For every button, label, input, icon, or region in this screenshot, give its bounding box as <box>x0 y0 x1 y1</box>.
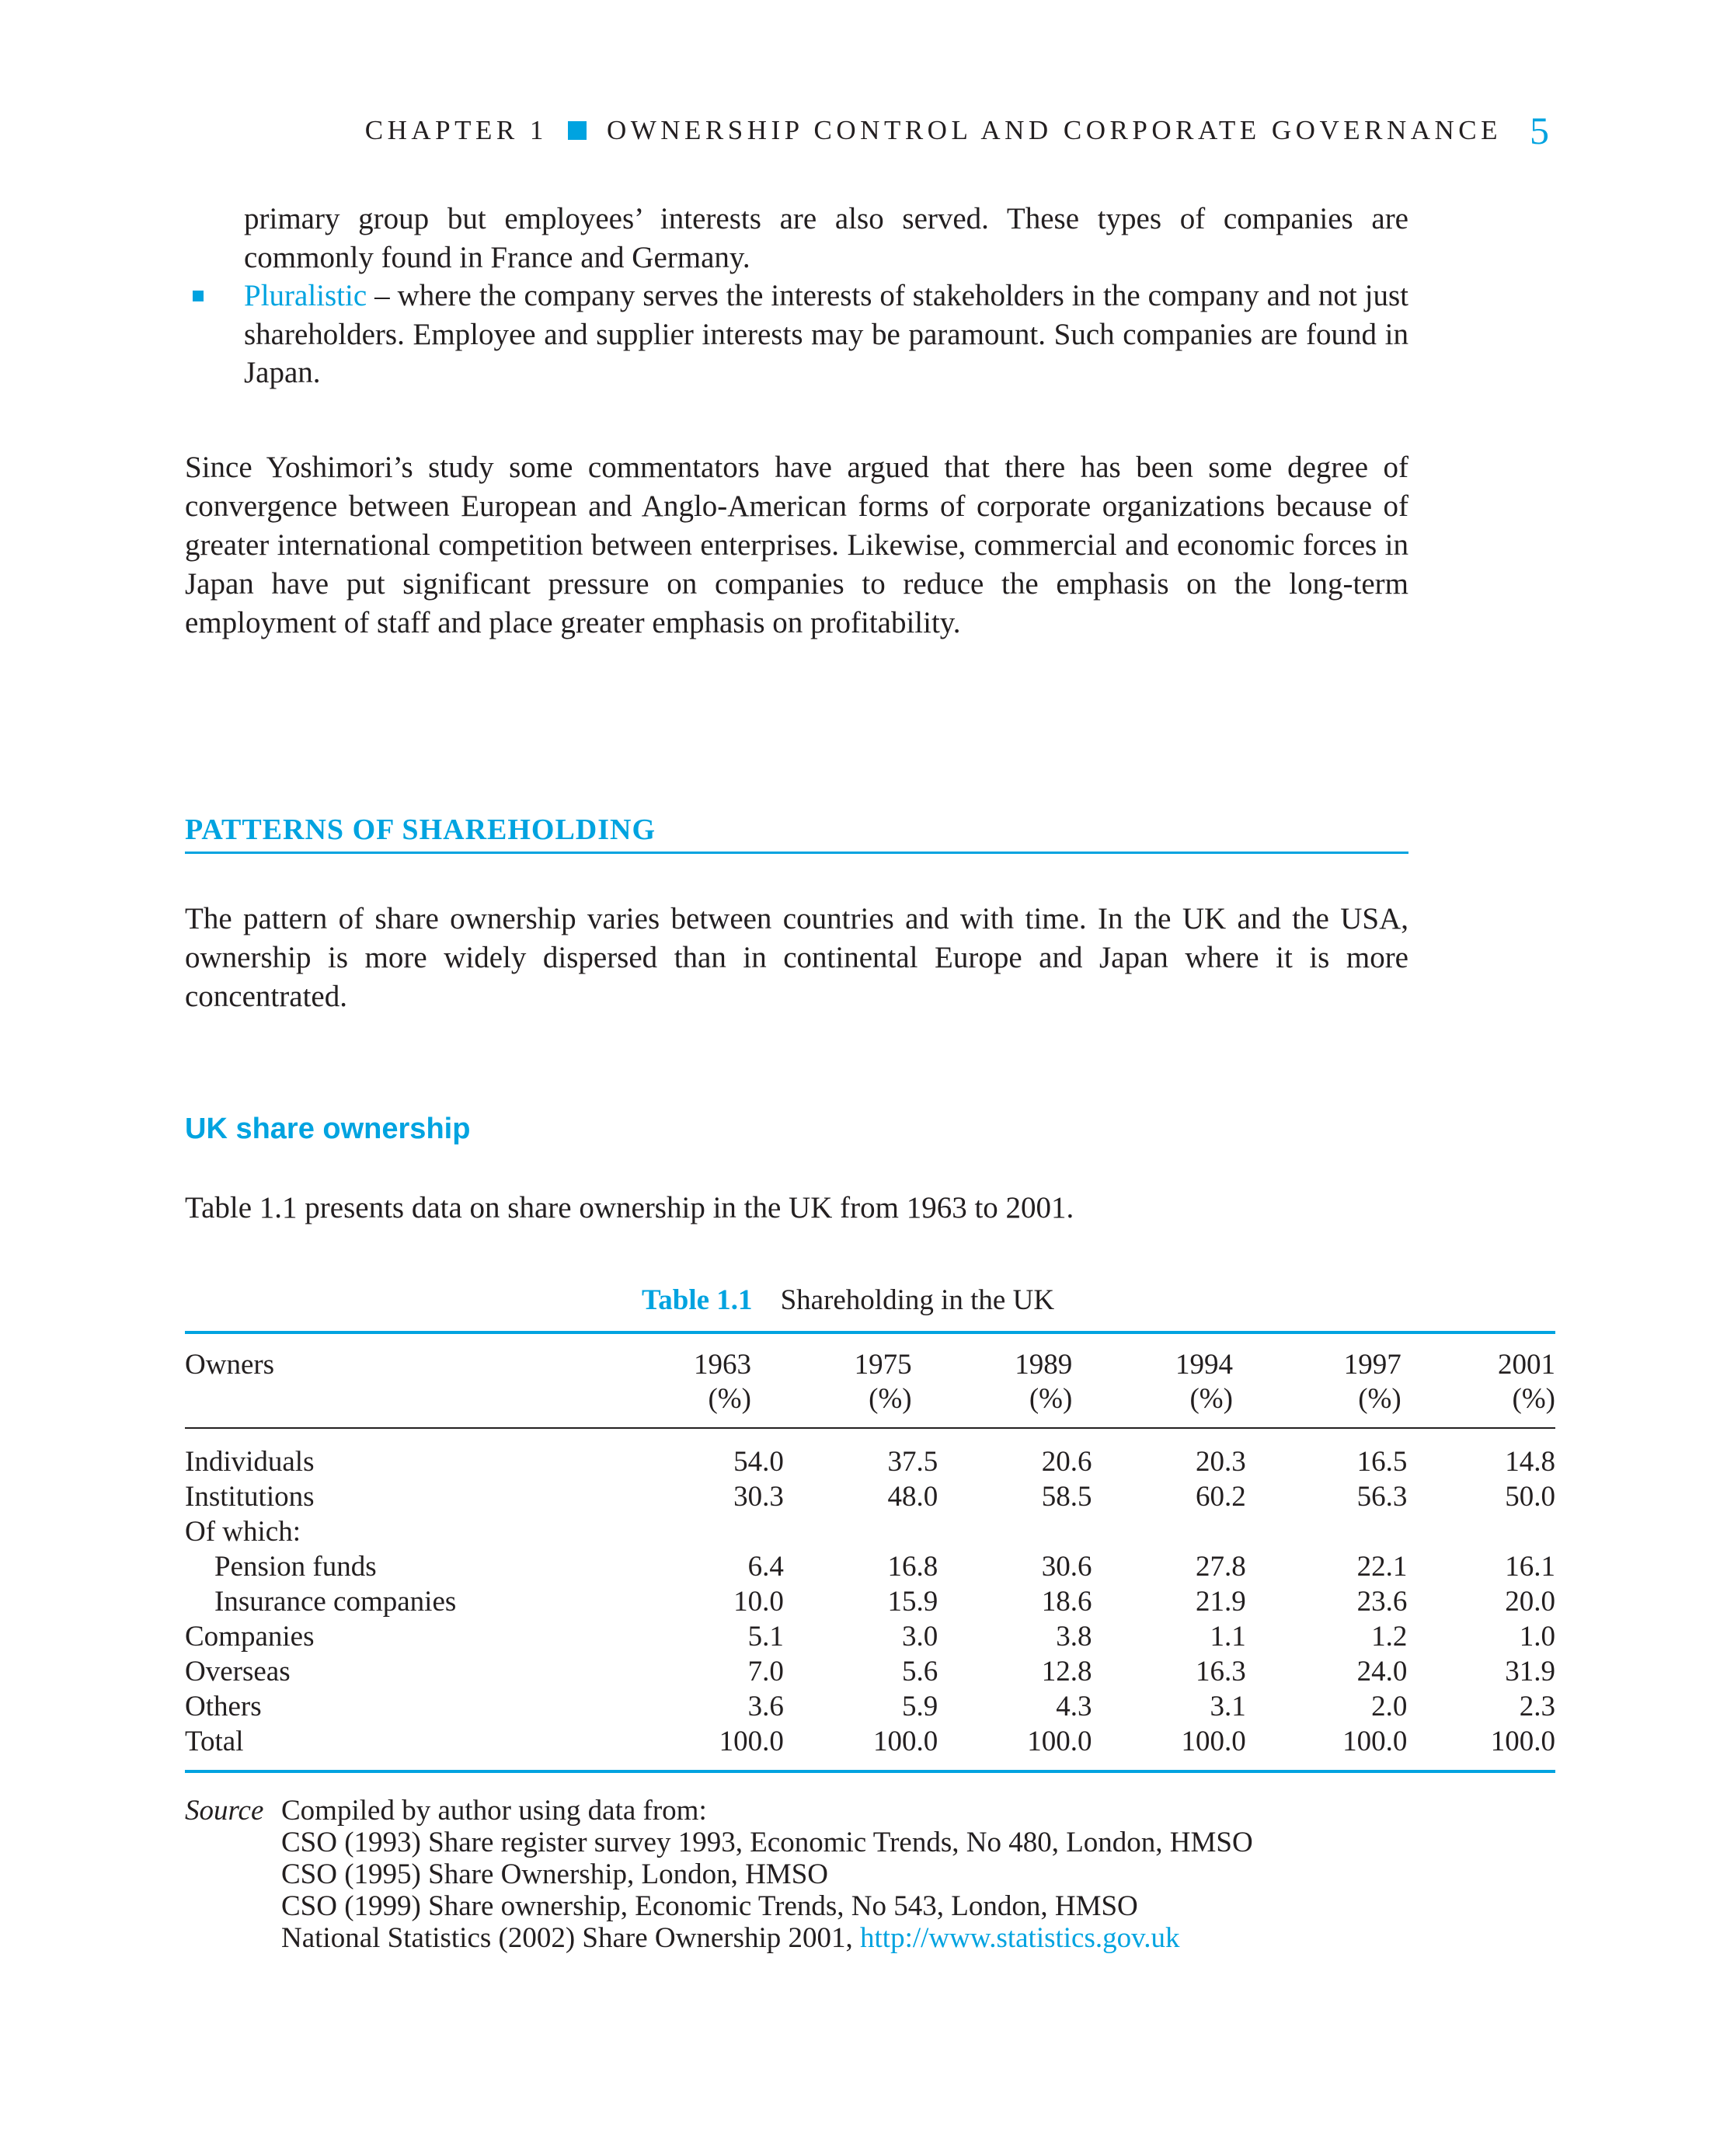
source-line: CSO (1993) Share register survey 1993, Economic Trends, No 480, London, HMSO <box>281 1827 1253 1858</box>
table-row <box>185 1444 1555 1479</box>
table-cell: 27.8 <box>1196 1551 1246 1583</box>
bullet-text: – where the company serves the interests of stakeholders in the company and not just shareholders. Employee and supplier interests may be paramount. Such companies are found in Japan. <box>244 279 1408 389</box>
table-cell: 18.6 <box>1041 1586 1092 1618</box>
table-cell: 21.9 <box>1196 1586 1246 1618</box>
bullet-item-pluralistic <box>185 277 1408 392</box>
table-cell: 5.1 <box>747 1621 784 1653</box>
table-cell: 3.8 <box>1056 1621 1092 1653</box>
table-cell <box>582 1514 784 1549</box>
table-cell: 3.0 <box>901 1621 938 1653</box>
table-row <box>185 1514 1555 1549</box>
table-cell: 100.0 <box>872 1726 938 1757</box>
table-cell: 37.5 <box>887 1446 938 1478</box>
table-cell: 12.8 <box>1041 1656 1092 1688</box>
table-source <box>185 1795 1253 1954</box>
table-cell <box>1407 1514 1555 1549</box>
subheading: UK share ownership <box>185 1113 471 1145</box>
table-row <box>185 1689 1555 1724</box>
table-cell: 100.0 <box>1181 1726 1246 1757</box>
table-cell: 20.6 <box>1041 1446 1092 1478</box>
row-label: Others <box>185 1691 262 1722</box>
table-header-rule <box>185 1427 1555 1429</box>
table-body <box>185 1444 1555 1759</box>
column-unit: (%) <box>1512 1383 1555 1415</box>
row-label: Total <box>185 1726 244 1757</box>
table-cell: 5.6 <box>901 1656 938 1688</box>
column-header-year: 1989 <box>1015 1349 1073 1381</box>
table-row <box>185 1654 1555 1689</box>
square-bullet-icon <box>568 121 587 140</box>
row-label: Companies <box>185 1621 315 1653</box>
chapter-label: CHAPTER 1 <box>364 115 548 145</box>
row-label: Overseas <box>185 1656 291 1688</box>
table-cell: 1.0 <box>1519 1621 1555 1653</box>
column-header-year: 1994 <box>1175 1349 1233 1381</box>
table-row <box>185 1584 1555 1619</box>
table-cell <box>784 1514 938 1549</box>
row-label: Insurance companies <box>214 1586 457 1618</box>
table-cell: 24.0 <box>1356 1656 1408 1688</box>
table-cell <box>1092 1514 1245 1549</box>
source-label: Source <box>185 1795 264 1827</box>
table-row <box>185 1549 1555 1584</box>
table-cell: 58.5 <box>1041 1481 1092 1513</box>
table-cell: 100.0 <box>1027 1726 1092 1757</box>
table-cell: 30.6 <box>1041 1551 1092 1583</box>
bullet-continuation-text: primary group but employees’ interests are also served. These types of companies are commonly found in France and Germany. <box>244 202 1408 274</box>
statistics-link[interactable]: http://www.statistics.gov.uk <box>860 1922 1180 1954</box>
paragraph-text: Since Yoshimori’s study some commentators have argued that there has been some degree of convergence between European and Anglo-American forms of corporate organizations because of greater international competition between enterprises. Likewise, commercial and economic forces in Japan have put significant pressure on companies to reduce the emphasis on the long-term employment of staff and place greater emphasis on profitability. <box>185 451 1408 639</box>
table-cell: 100.0 <box>1342 1726 1408 1757</box>
table-cell: 3.6 <box>747 1691 784 1722</box>
table-row <box>185 1479 1555 1514</box>
table-header-row <box>185 1348 1555 1382</box>
table-cell <box>1246 1514 1408 1549</box>
column-unit: (%) <box>1029 1383 1073 1415</box>
source-line-prefix: National Statistics (2002) Share Ownership 2001, <box>281 1922 861 1954</box>
table-cell: 1.2 <box>1371 1621 1408 1653</box>
table-unit-row <box>185 1382 1555 1416</box>
column-unit: (%) <box>1358 1383 1401 1415</box>
table-cell: 5.9 <box>901 1691 938 1722</box>
column-header-year: 1975 <box>854 1349 912 1381</box>
table-cell: 30.3 <box>733 1481 784 1513</box>
row-label: Individuals <box>185 1446 315 1478</box>
paragraph-text: Table 1.1 presents data on share ownership in the UK from 1963 to 2001. <box>185 1191 1074 1224</box>
table-cell: 54.0 <box>733 1446 784 1478</box>
table-cell: 60.2 <box>1196 1481 1246 1513</box>
table-cell: 15.9 <box>887 1586 938 1618</box>
source-line: CSO (1995) Share Ownership, London, HMSO <box>281 1858 828 1890</box>
column-unit: (%) <box>1189 1383 1233 1415</box>
table-cell: 16.8 <box>887 1551 938 1583</box>
table-cell: 48.0 <box>887 1481 938 1513</box>
row-label: Institutions <box>185 1481 315 1513</box>
shareholding-table <box>185 1331 1555 1773</box>
table-cell: 2.0 <box>1371 1691 1408 1722</box>
table-row <box>185 1724 1555 1759</box>
source-line: Compiled by author using data from: <box>281 1795 707 1827</box>
chapter-title: OWNERSHIP CONTROL AND CORPORATE GOVERNANCE <box>606 115 1502 145</box>
table-cell: 20.3 <box>1196 1446 1246 1478</box>
table-cell <box>938 1514 1092 1549</box>
table-cell: 100.0 <box>719 1726 784 1757</box>
column-unit: (%) <box>869 1383 912 1415</box>
table-cell: 100.0 <box>1490 1726 1555 1757</box>
table-cell: 6.4 <box>747 1551 784 1583</box>
table-cell: 3.1 <box>1210 1691 1246 1722</box>
bullet-list <box>185 200 1408 392</box>
table-cell: 7.0 <box>747 1656 784 1688</box>
source-line: CSO (1999) Share ownership, Economic Trends, No 543, London, HMSO <box>281 1890 1138 1922</box>
paragraph-convergence <box>185 448 1408 643</box>
page-number: 5 <box>1530 109 1549 152</box>
column-header-year: 1963 <box>693 1349 751 1381</box>
table-cell: 20.0 <box>1505 1586 1555 1618</box>
table-cell: 16.3 <box>1196 1656 1246 1688</box>
table-cell: 10.0 <box>733 1586 784 1618</box>
table-cell: 31.9 <box>1505 1656 1555 1688</box>
column-header-year: 1997 <box>1343 1349 1401 1381</box>
row-label: Pension funds <box>214 1551 377 1583</box>
table-title: Shareholding in the UK <box>780 1284 1055 1316</box>
table-number: Table 1.1 <box>642 1284 753 1316</box>
paragraph-patterns <box>185 900 1408 1016</box>
running-header <box>365 107 1549 154</box>
bullet-term: Pluralistic <box>244 279 367 312</box>
paragraph-table-intro <box>185 1189 1408 1228</box>
table-cell: 16.5 <box>1356 1446 1408 1478</box>
column-unit: (%) <box>708 1383 751 1415</box>
table-cell: 2.3 <box>1519 1691 1555 1722</box>
table-cell: 4.3 <box>1056 1691 1092 1722</box>
square-bullet-icon <box>193 291 204 301</box>
paragraph-text: The pattern of share ownership varies between countries and with time. In the UK and the USA, ownership is more widely dispersed than in continental Europe and Japan where it is more concentrated. <box>185 902 1408 1013</box>
source-line-last <box>185 1922 1253 1954</box>
table-cell: 16.1 <box>1505 1551 1555 1583</box>
column-header-year: 2001 <box>1498 1349 1555 1381</box>
table-cell: 14.8 <box>1505 1446 1555 1478</box>
table-cell: 56.3 <box>1356 1481 1408 1513</box>
section-heading: PATTERNS OF SHAREHOLDING <box>185 813 1408 854</box>
table-cell: 22.1 <box>1356 1551 1408 1583</box>
column-header-owners: Owners <box>185 1349 275 1381</box>
table-top-rule <box>185 1331 1555 1334</box>
table-row <box>185 1619 1555 1654</box>
table-cell: 1.1 <box>1210 1621 1246 1653</box>
table-bottom-rule <box>185 1770 1555 1773</box>
table-header <box>185 1348 1555 1416</box>
table-cell: 50.0 <box>1505 1481 1555 1513</box>
row-label: Of which: <box>185 1516 301 1548</box>
table-cell: 23.6 <box>1356 1586 1408 1618</box>
